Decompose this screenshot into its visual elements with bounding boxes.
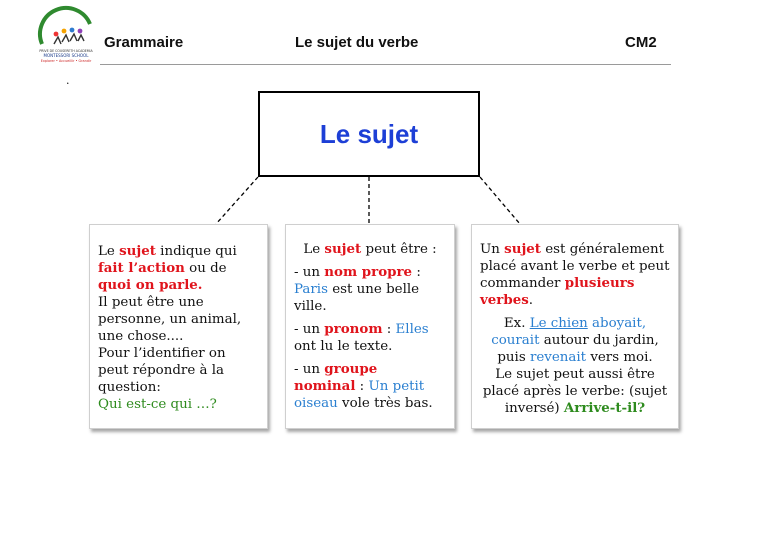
svg-text:PRIVE DE COUSERETH ACADEMIA: PRIVE DE COUSERETH ACADEMIA: [39, 49, 93, 53]
card2-item-proper-noun: - un nom propre : Paris est une belle ville.: [294, 264, 421, 314]
card3-inversion: Le sujet peut aussi être placé après le verbe: (sujet inversé) Arrive-t-il?: [482, 367, 668, 416]
card1-line: personne, un animal,: [98, 312, 242, 327]
position-card: [471, 224, 679, 429]
card1-line: Il peut être une: [98, 295, 204, 310]
level-label: CM2: [625, 34, 657, 51]
svg-text:Explorer • Accueillir • Grandi: Explorer • Accueillir • Grandir: [40, 59, 92, 63]
card3-example: Ex. Le chien aboyait, courait autour du jardin, puis revenait vers moi.: [491, 316, 659, 365]
main-title: Le sujet: [319, 118, 419, 149]
card1-line: quoi on parle.: [98, 277, 203, 293]
card1-question: Qui est-ce qui …?: [98, 397, 217, 412]
lesson-title: Le sujet du verbe: [295, 34, 419, 51]
stray-mark: .: [66, 74, 70, 87]
main-title-box: [258, 91, 480, 177]
card3-intro: Un sujet est généralement placé avant le verbe et peut commander plusieurs verbes.: [480, 241, 670, 308]
svg-text:MONTESSORI SCHOOL: MONTESSORI SCHOOL: [43, 53, 89, 58]
definition-card: [89, 224, 268, 429]
connector-right: [480, 177, 520, 224]
subject-label: Grammaire: [104, 34, 184, 51]
card1-line: question:: [98, 380, 161, 395]
card1-line: peut répondre à la: [98, 363, 225, 378]
card1-line: fait l’action ou de: [98, 260, 227, 276]
card2-heading: Le sujet peut être :: [303, 241, 437, 257]
connector-left: [216, 177, 258, 224]
card1-line: une chose....: [98, 329, 184, 344]
card1-line: Pour l’identifier on: [98, 346, 226, 361]
card2-item-noun-group: - un groupe nominal : Un petit oiseau vole très bas.: [294, 361, 433, 411]
card2-item-pronoun: - un pronom : Elles ont lu le texte.: [294, 321, 429, 354]
card1-line: Le sujet indique qui: [98, 243, 237, 259]
types-card: [285, 224, 455, 429]
